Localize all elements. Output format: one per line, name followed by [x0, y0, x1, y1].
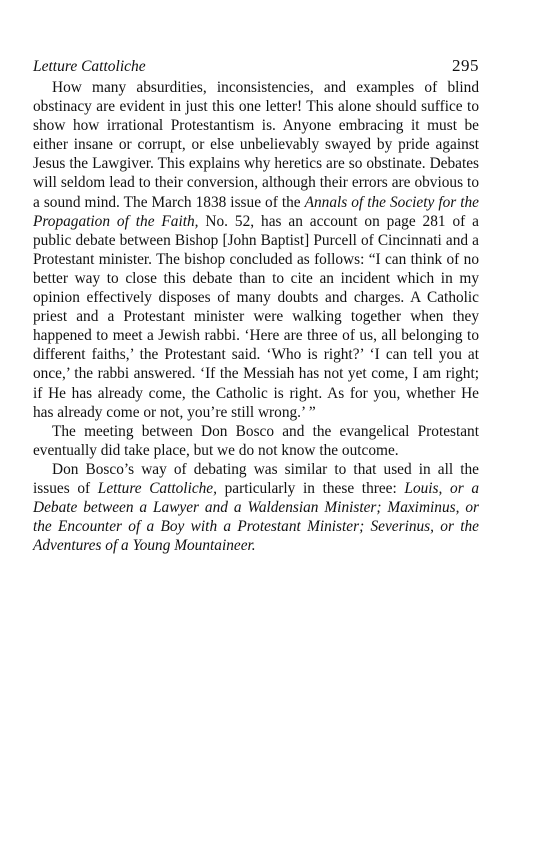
- paragraph-text: How many absurdities, inconsistencies, and examples of blind obstinacy are evident in just this one letter! This alone should suffice to show how irrational Protestantism is. Anyone embracing it must be either insane or corrupt, or else unbelievably swayed by pride against Jesus the Lawgiver. This explains why heretics are so obstinate. Debates will seldom lead to their conversion, although their errors are obvious to a sound mind. The March 1838 issue of the: [33, 79, 479, 211]
- body-paragraph: [33, 78, 479, 422]
- running-head-title: Letture Cattoliche: [33, 58, 146, 75]
- body-paragraph: [33, 422, 479, 460]
- paragraph-text: Don Bosco’s way of debating was similar to that used in all the issues of: [33, 460, 479, 497]
- paragraph-text: No. 52, has an account on page 281 of a public debate between Bishop [John Baptist] Purcell of Cincinnati and a Protestant minister. The bishop concluded as follows: “I can think of no better way to close this debate than to cite an incident which in my opinion effectively disposes of many doubts and charges. A Catholic priest and a Protestant minister were walking together when they happened to meet a Jewish rabbi. ‘Here are three of us, all belonging to different faiths,’ the Protestant said. ‘Who is right?’ ‘I can tell you at once,’ the rabbi answered. ‘If the Messiah has not yet come, I am right; if He has already come, the Catholic is right. As for you, whether He has already come or not, you’re still wrong.’ ”: [33, 212, 479, 421]
- page-number: 295: [452, 56, 479, 75]
- paragraph-text: particularly in these three:: [216, 479, 405, 497]
- paragraph-text: The meeting between Don Bosco and the evangelical Protestant eventually did take place, but we do not know the outcome.: [33, 422, 479, 459]
- body-paragraph: [33, 460, 479, 555]
- running-head: [33, 56, 479, 77]
- book-page: [33, 56, 479, 555]
- journal-title: Annals of the Society for the Propagation of the Faith,: [33, 193, 479, 230]
- series-title: Letture Cattoliche,: [97, 479, 217, 497]
- book-titles: Louis, or a Debate between a Lawyer and a Waldensian Minister; Maximinus, or the Encounter of a Boy with a Protestant Minister; Severinus, or the Adventures of a Young Mountaineer.: [33, 479, 479, 555]
